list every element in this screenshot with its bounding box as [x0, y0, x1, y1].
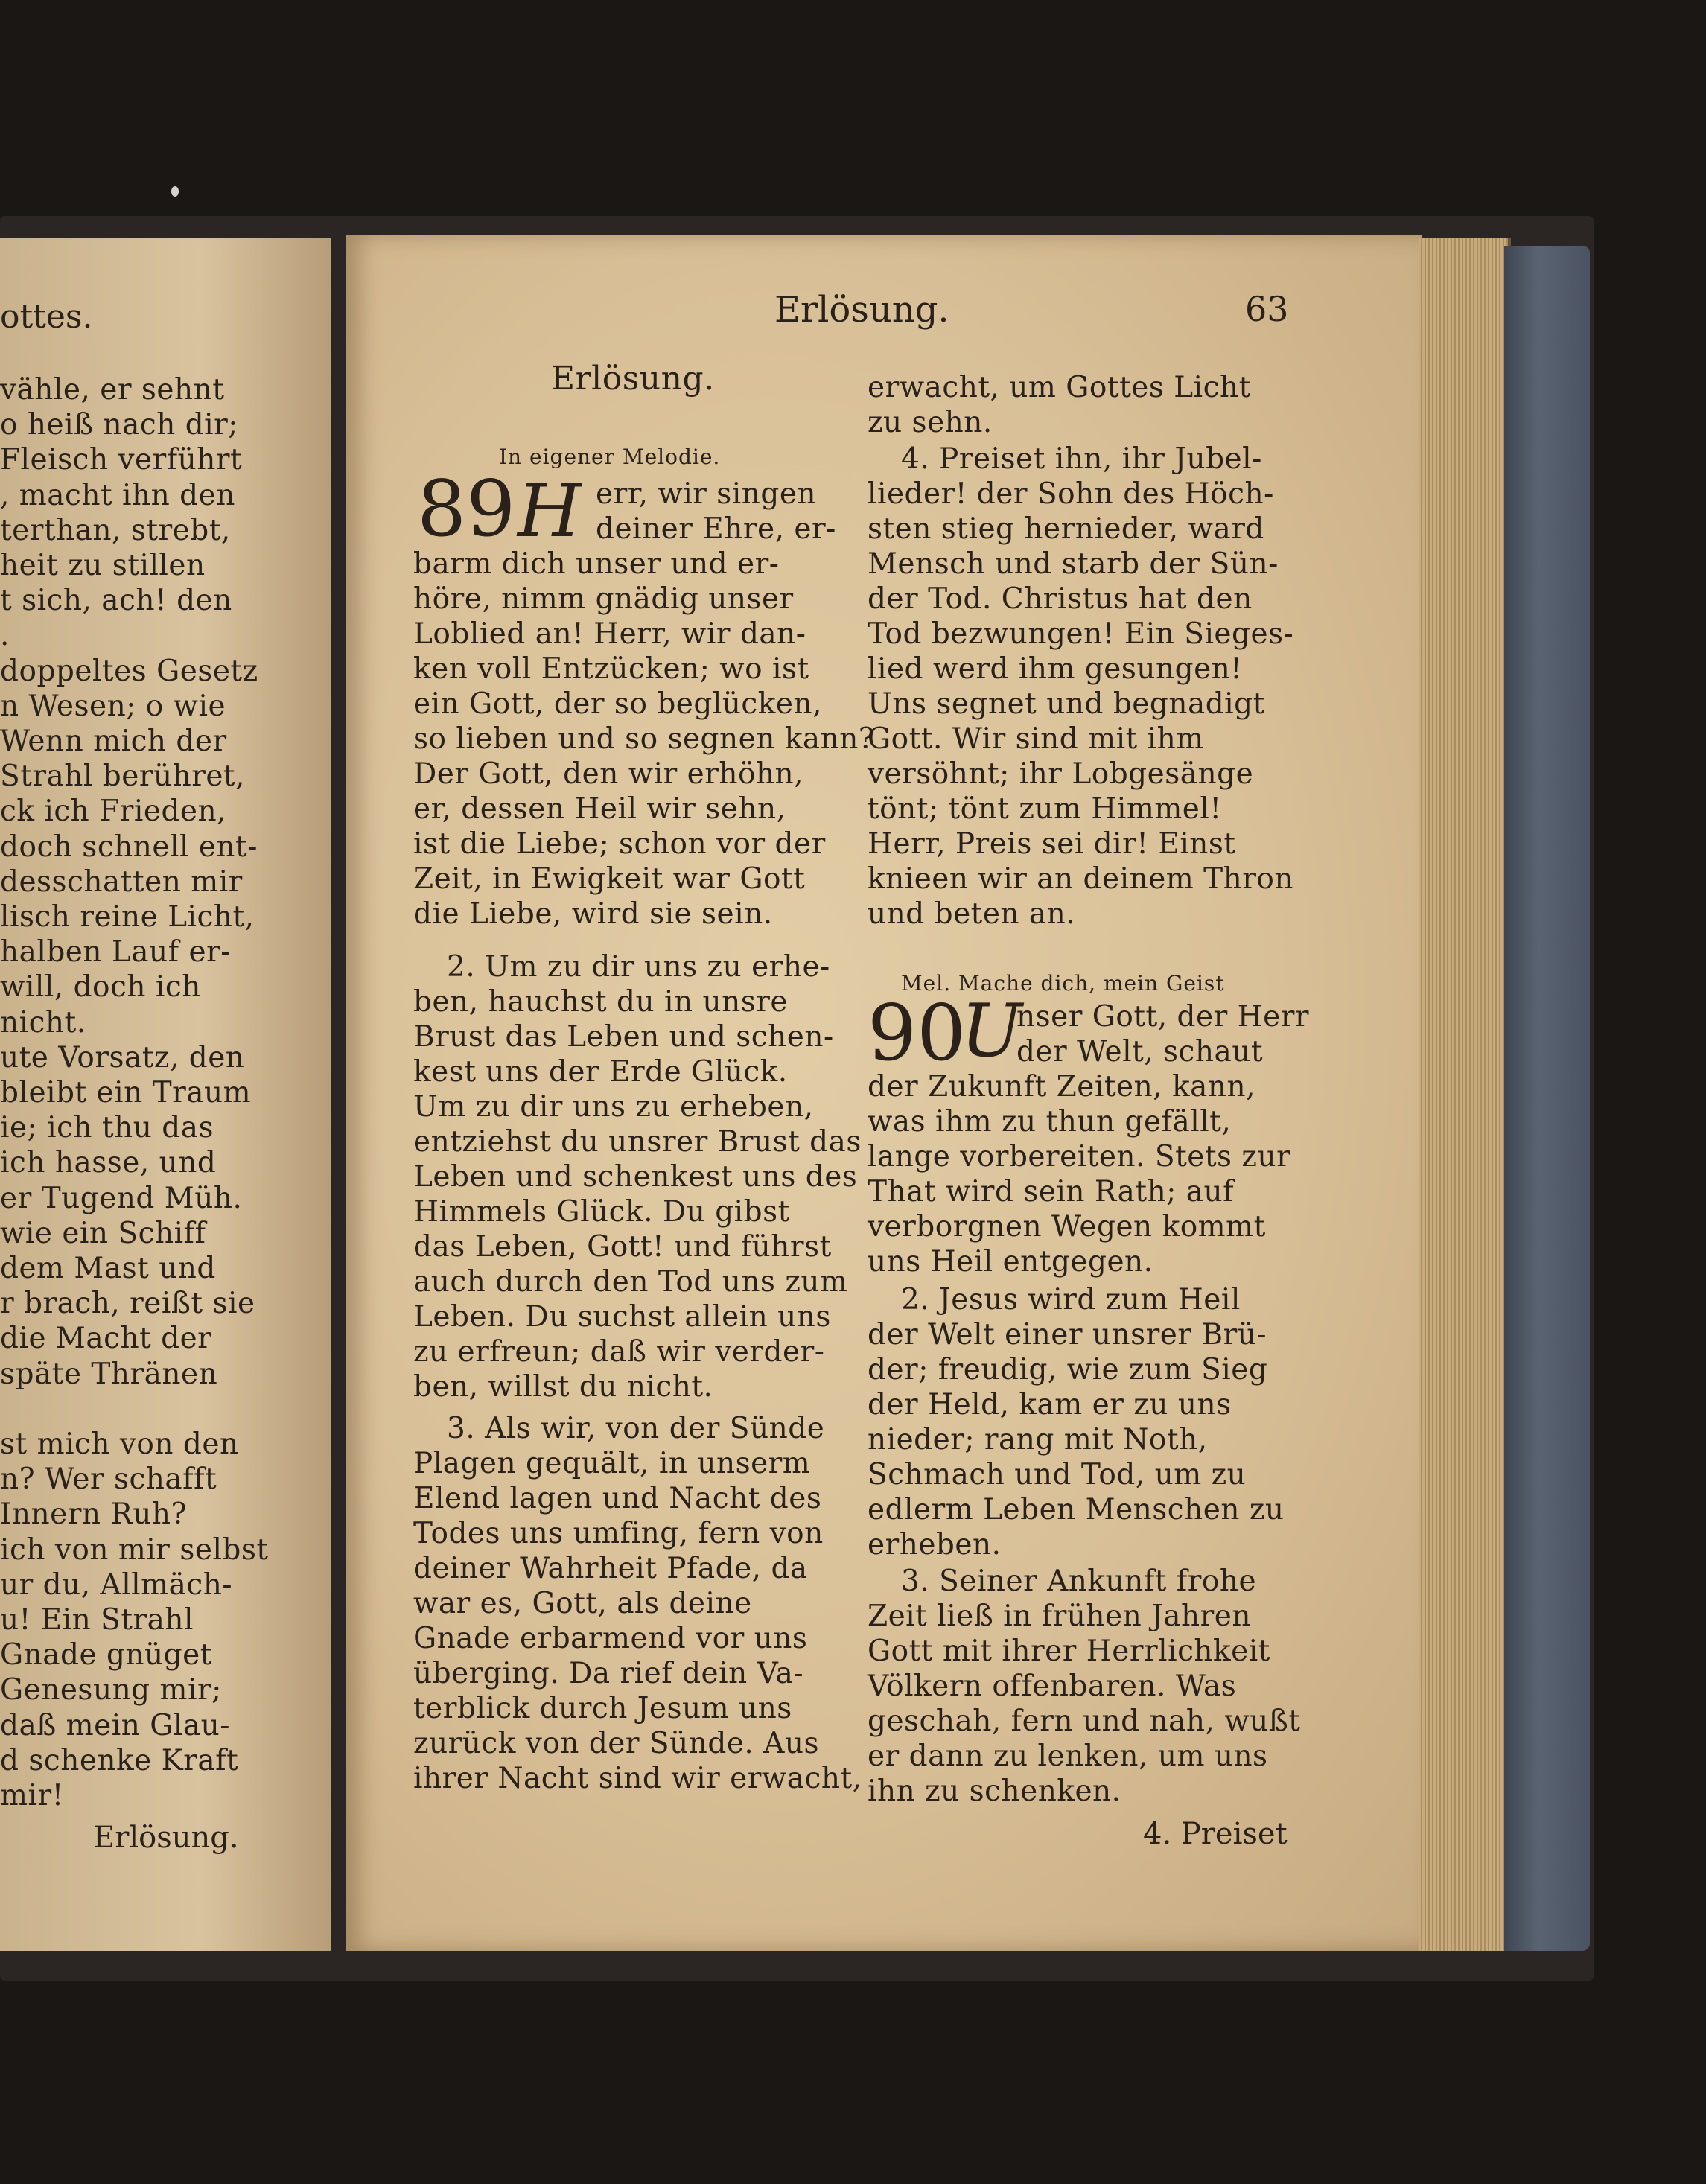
text-line: 3. Seiner Ankunft frohe — [901, 1564, 1257, 1598]
text-line: sten stieg hernieder, ward — [868, 512, 1264, 546]
text-line: späte Thränen — [0, 1357, 218, 1391]
text-line: lied werd ihm gesungen! — [868, 652, 1243, 686]
text-line: barm dich unser und er- — [413, 547, 780, 581]
text-line: n Wesen; o wie — [0, 689, 226, 723]
text-line: 2. Jesus wird zum Heil — [901, 1283, 1241, 1317]
book-cover-edge — [1504, 246, 1590, 1951]
text-line: will, doch ich — [0, 970, 201, 1005]
text-line: Innern Ruh? — [0, 1497, 187, 1532]
text-line: Fleisch verführt — [0, 443, 243, 477]
text-line: terthan, strebt, — [0, 513, 231, 547]
text-line: Leben und schenkest uns des — [413, 1160, 858, 1194]
text-line: der Welt einer unsrer Brü- — [868, 1318, 1267, 1352]
page-edges — [1419, 238, 1511, 1951]
text-line: ich hasse, und — [0, 1146, 217, 1180]
text-line: versöhnt; ihr Lobgesänge — [868, 757, 1254, 791]
text-line: n? Wer schafft — [0, 1462, 217, 1497]
text-line: bleibt ein Traum — [0, 1076, 252, 1109]
hymn-90-dropcap: U — [961, 989, 1022, 1074]
text-line: ein Gott, der so beglücken, — [413, 687, 822, 721]
text-line: verborgnen Wegen kommt — [868, 1210, 1266, 1244]
text-line: 2. Um zu dir uns zu erhe- — [447, 950, 830, 984]
hymn-90-melody: Mel. Mache dich, mein Geist — [901, 971, 1225, 996]
text-line: deiner Ehre, er- — [596, 512, 836, 546]
text-line: der; freudig, wie zum Sieg — [868, 1353, 1268, 1387]
text-line: . — [0, 619, 10, 653]
text-line: d schenke Kraft — [0, 1743, 239, 1777]
running-title: Erlösung. — [774, 289, 949, 331]
text-line: nser Gott, der Herr — [1016, 1000, 1309, 1034]
text-line: Gnade gnüget — [0, 1638, 212, 1672]
text-line: Leben. Du suchst allein uns — [413, 1300, 831, 1334]
text-line: ck ich Frieden, — [0, 795, 227, 829]
text-line: auch durch den Tod uns zum — [413, 1265, 848, 1299]
text-line: Schmach und Tod, um zu — [868, 1458, 1247, 1491]
text-line: 4. Preiset ihn, ihr Jubel- — [901, 442, 1262, 476]
text-line: er Tugend Müh. — [0, 1181, 243, 1215]
text-line: so lieben und so segnen kann? — [413, 722, 875, 756]
text-line: Genesung mir; — [0, 1673, 222, 1707]
section-title: Erlösung. — [551, 360, 715, 398]
text-line: der Tod. Christus hat den — [868, 582, 1253, 616]
text-line: er dann zu lenken, um uns — [868, 1739, 1268, 1773]
text-line: Zeit ließ in frühen Jahren — [868, 1599, 1251, 1633]
text-line: die Macht der — [0, 1322, 212, 1356]
text-line: mir! — [0, 1779, 64, 1812]
text-line: dem Mast und — [0, 1252, 216, 1285]
dust-speck — [171, 186, 179, 197]
text-line: er, dessen Heil wir sehn, — [413, 792, 786, 826]
hymn-89-number: 89 — [417, 463, 516, 554]
text-line: ihrer Nacht sind wir erwacht, — [413, 1762, 862, 1795]
text-line: deiner Wahrheit Pfade, da — [413, 1552, 808, 1585]
text-line: o heiß nach dir; — [0, 408, 238, 442]
text-line: uns Heil entgegen. — [868, 1245, 1153, 1279]
text-line: st mich von den — [0, 1427, 239, 1461]
text-line: Mensch und starb der Sün- — [868, 547, 1279, 581]
text-line: knieen wir an deinem Thron — [868, 862, 1294, 896]
text-line: nieder; rang mit Noth, — [868, 1423, 1208, 1456]
text-line: entziehst du unsrer Brust das — [413, 1125, 862, 1159]
text-line: Strahl berühret, — [0, 760, 245, 794]
text-line: lisch reine Licht, — [0, 900, 255, 934]
text-line: was ihm zu thun gefällt, — [868, 1105, 1232, 1139]
text-line: Todes uns umfing, fern von — [413, 1517, 824, 1550]
text-line: vähle, er sehnt — [0, 373, 225, 407]
text-line: Völkern offenbaren. Was — [868, 1669, 1237, 1703]
hymn-90-number: 90 — [868, 987, 967, 1078]
text-line: ihn zu schenken. — [868, 1774, 1121, 1808]
text-line: ie; ich thu das — [0, 1111, 214, 1145]
text-line: heit zu stillen — [0, 549, 206, 582]
text-line: der Zukunft Zeiten, kann, — [868, 1070, 1256, 1104]
text-line: Wenn mich der — [0, 725, 227, 758]
text-line: 3. Als wir, von der Sünde — [447, 1412, 825, 1445]
page-number: 63 — [1245, 289, 1289, 329]
text-line: err, wir singen — [596, 477, 817, 511]
text-line: und beten an. — [868, 897, 1076, 931]
text-line: Himmels Glück. Du gibst — [413, 1195, 790, 1229]
hymn-89-melody: In eigener Melodie. — [499, 445, 721, 469]
text-line: ken voll Entzücken; wo ist — [413, 652, 809, 686]
text-line: Der Gott, den wir erhöhn, — [413, 757, 804, 791]
text-line: ute Vorsatz, den — [0, 1040, 245, 1075]
text-line: ich von mir selbst — [0, 1532, 269, 1567]
text-line: Um zu dir uns zu erheben, — [413, 1090, 814, 1124]
text-line: tönt; tönt zum Himmel! — [868, 792, 1222, 826]
text-line: doch schnell ent- — [0, 830, 258, 864]
text-line: lange vorbereiten. Stets zur — [868, 1140, 1291, 1174]
text-line: terblick durch Jesum uns — [413, 1692, 792, 1725]
text-line: Gott. Wir sind mit ihm — [868, 722, 1204, 756]
text-line: überging. Da rief dein Va- — [413, 1657, 804, 1690]
text-line: That wird sein Rath; auf — [868, 1175, 1235, 1209]
text-line: daß mein Glau- — [0, 1708, 230, 1742]
text-line: r brach, reißt sie — [0, 1287, 255, 1321]
text-line: war es, Gott, als deine — [413, 1587, 752, 1620]
text-line: desschatten mir — [0, 865, 243, 899]
text-line: ben, willst du nicht. — [413, 1370, 713, 1404]
text-line: doppeltes Gesetz — [0, 654, 258, 688]
text-line: Herr, Preis sei dir! Einst — [868, 827, 1236, 861]
text-line: , macht ihn den — [0, 478, 235, 512]
text-line: der Welt, schaut — [1016, 1035, 1264, 1069]
text-line: t sich, ach! den — [0, 584, 232, 618]
text-line: Tod bezwungen! Ein Sieges- — [868, 617, 1294, 651]
left-running-head: ottes. — [0, 298, 93, 336]
text-line: höre, nimm gnädig unser — [413, 582, 794, 616]
text-line: Uns segnet und begnadigt — [868, 687, 1265, 721]
text-line: das Leben, Gott! und führst — [413, 1230, 832, 1264]
text-line: die Liebe, wird sie sein. — [413, 897, 773, 931]
text-line: Zeit, in Ewigkeit war Gott — [413, 862, 806, 896]
text-line: wie ein Schiff — [0, 1216, 206, 1250]
text-line: lieder! der Sohn des Höch- — [868, 477, 1274, 511]
text-line: ur du, Allmäch- — [0, 1567, 233, 1602]
text-line: Brust das Leben und schen- — [413, 1020, 834, 1054]
text-line: geschah, fern und nah, wußt — [868, 1704, 1301, 1738]
text-line: Gnade erbarmend vor uns — [413, 1622, 808, 1655]
text-line: kest uns der Erde Glück. — [413, 1055, 788, 1089]
right-catchword: 4. Preiset — [1143, 1817, 1288, 1851]
text-line: nicht. — [0, 1005, 86, 1040]
left-catchword: Erlösung. — [93, 1821, 239, 1855]
text-line: edlerm Leben Menschen zu — [868, 1493, 1285, 1526]
hymn-89-dropcap: H — [518, 469, 582, 554]
text-line: erheben. — [868, 1528, 1002, 1561]
text-line: ben, hauchst du in unsre — [413, 985, 788, 1019]
text-line: Elend lagen und Nacht des — [413, 1482, 822, 1515]
text-line: halben Lauf er- — [0, 935, 231, 970]
text-line: zurück von der Sünde. Aus — [413, 1727, 819, 1760]
text-line: zu erfreun; daß wir verder- — [413, 1335, 825, 1369]
text-line: ist die Liebe; schon vor der — [413, 827, 826, 861]
text-line: u! Ein Strahl — [0, 1603, 194, 1637]
text-line: der Held, kam er zu uns — [868, 1388, 1232, 1421]
text-line: zu sehn. — [868, 406, 993, 439]
text-line: Gott mit ihrer Herrlichkeit — [868, 1634, 1270, 1668]
text-line: erwacht, um Gottes Licht — [868, 371, 1251, 404]
text-line: Loblied an! Herr, wir dan- — [413, 617, 806, 651]
text-line: Plagen gequält, in unserm — [413, 1447, 811, 1480]
